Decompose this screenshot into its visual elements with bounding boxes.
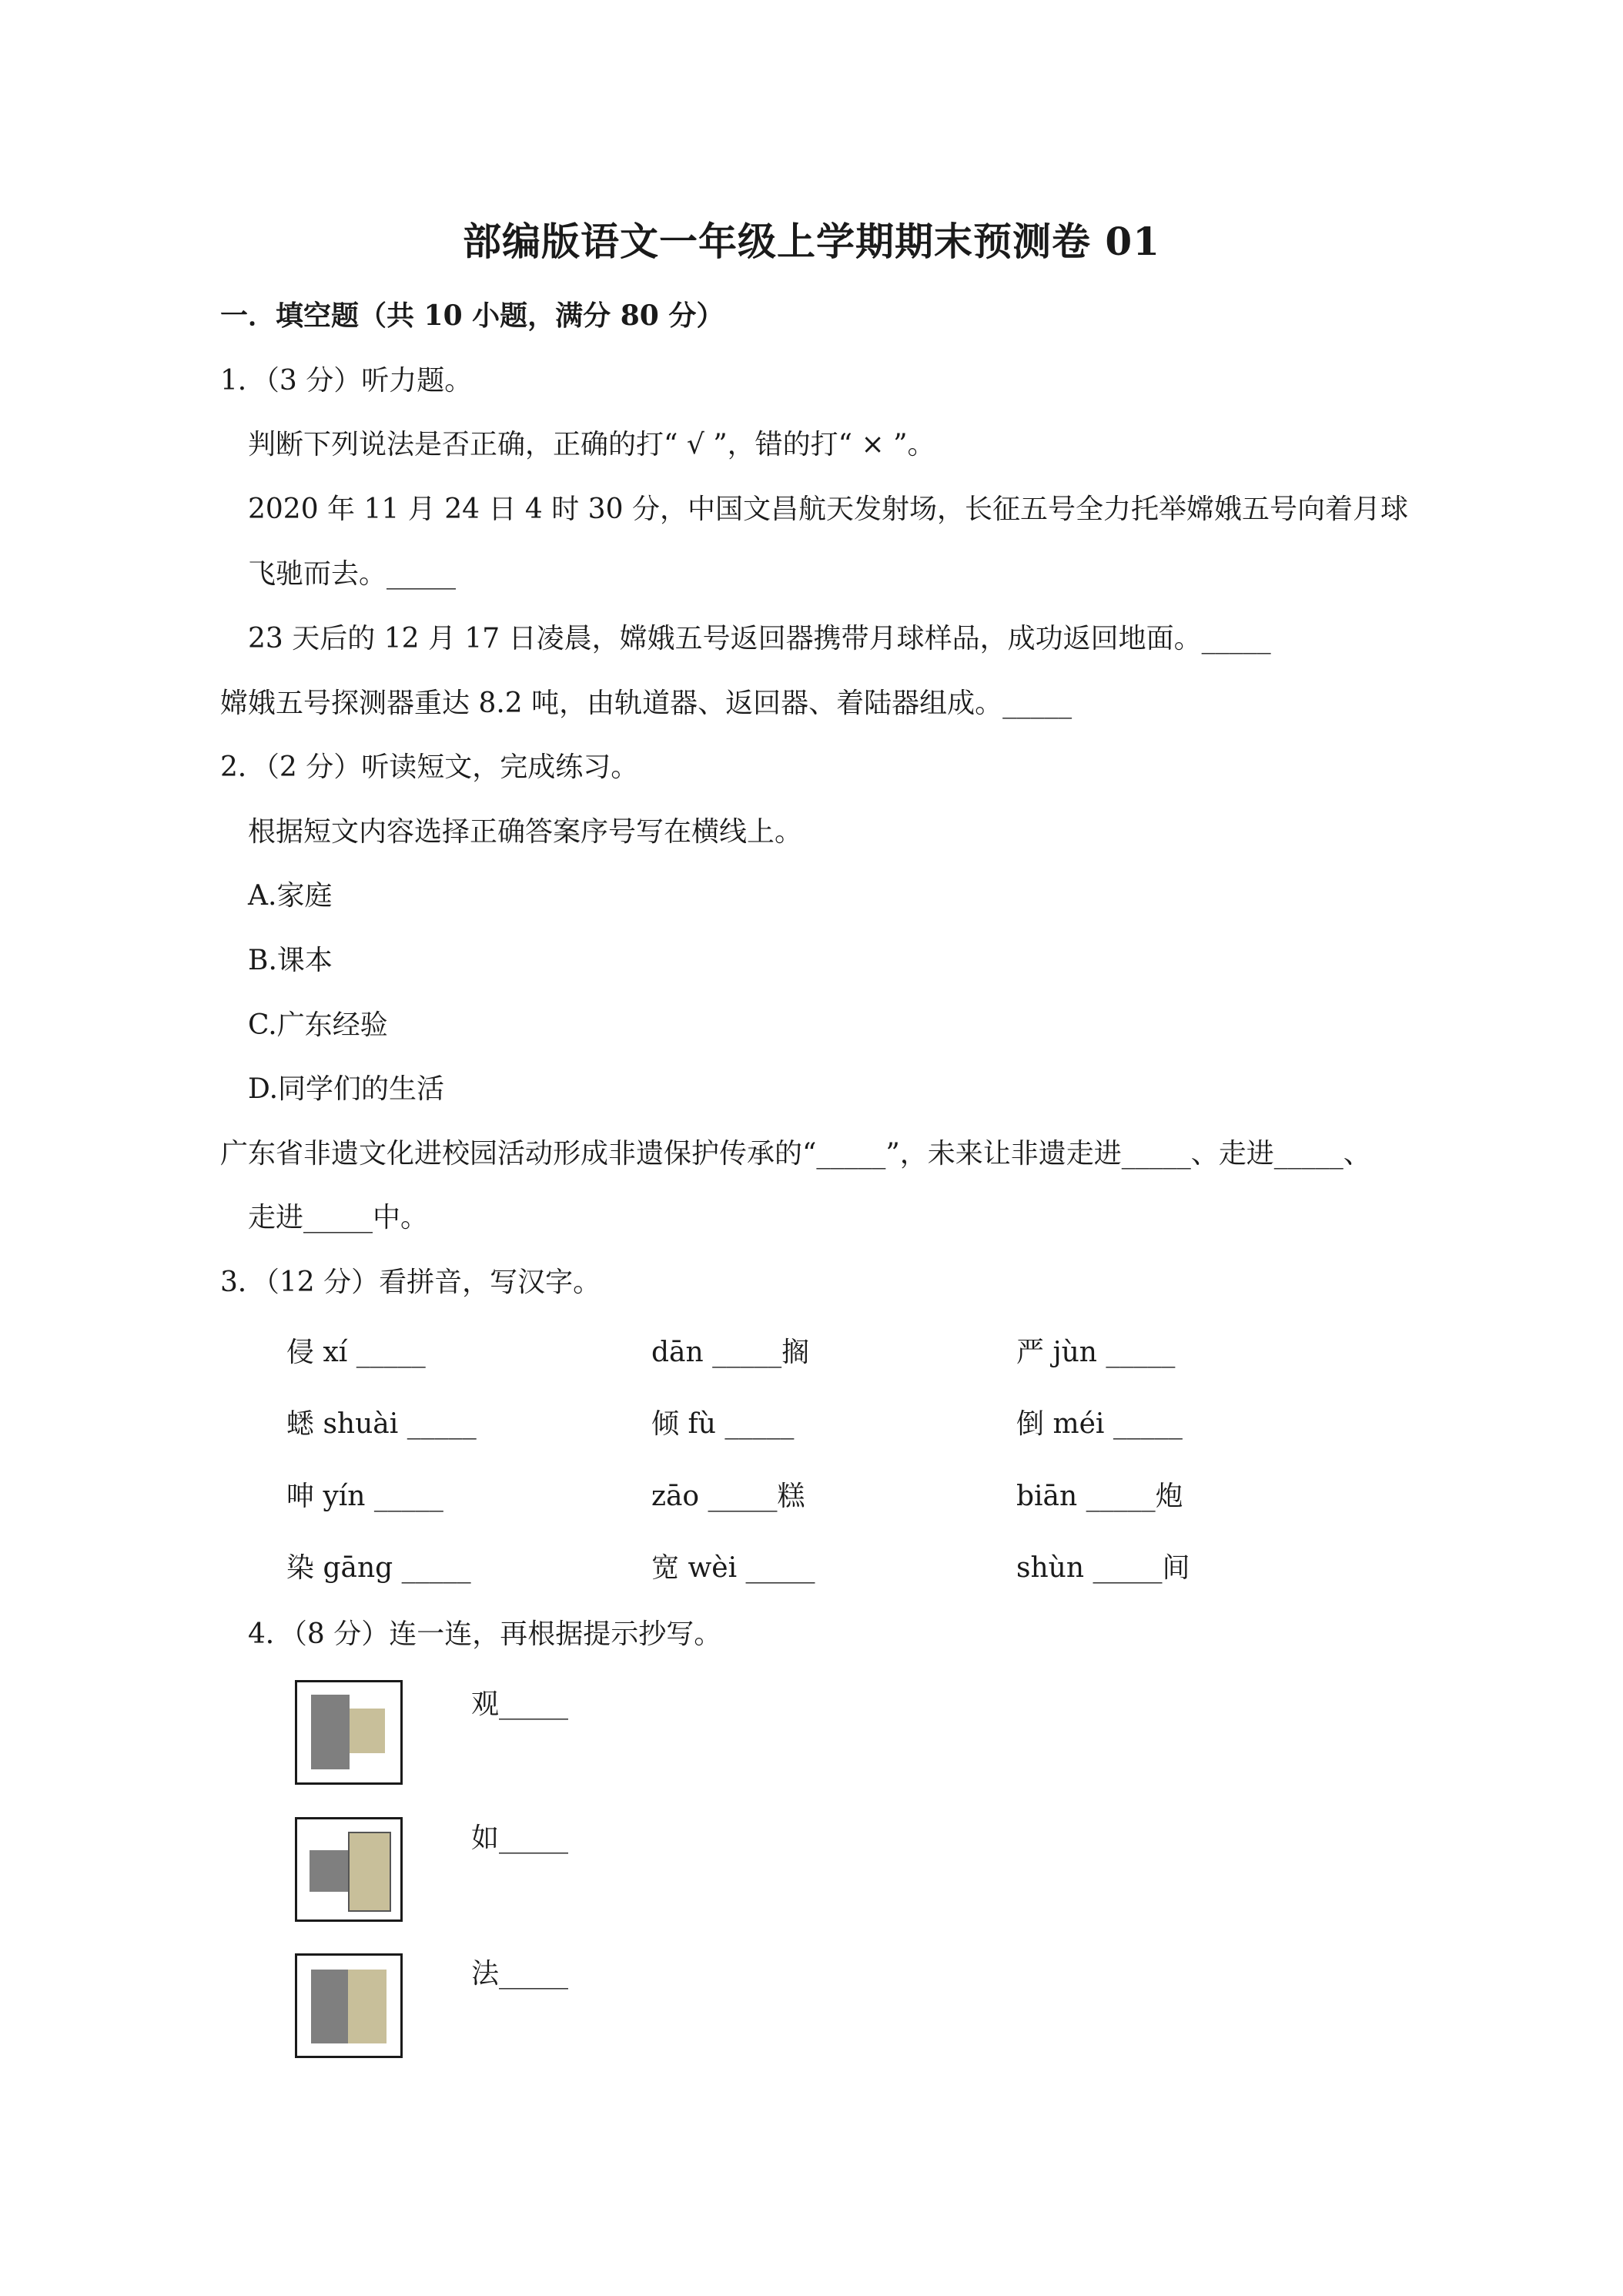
question-1-statement-1: 2020 年 11 月 24 日 4 时 30 分，中国文昌航天发射场，长征五号全力托举嫦娥五号向着月球: [248, 494, 1408, 525]
question-2-option-d: D.同学们的生活: [248, 1073, 445, 1105]
matching-image-2: [295, 1817, 403, 1922]
page-title: 部编版语文一年级上学期期末预测卷 01: [463, 219, 1160, 264]
pinyin-item: biān _____炮: [1016, 1481, 1183, 1512]
question-2-option-c: C.广东经验: [248, 1009, 388, 1041]
question-3-stem: 3．（12 分）看拼音，写汉字。: [220, 1267, 601, 1298]
matching-word-2: 如_____: [471, 1822, 569, 1854]
question-1-instruction: 判断下列说法是否正确，正确的打“ √ ”，错的打“ × ”。: [248, 429, 935, 460]
question-2-instruction: 根据短文内容选择正确答案序号写在横线上。: [248, 816, 803, 848]
question-2-option-a: A.家庭: [248, 880, 333, 912]
matching-image-3: [295, 1953, 403, 2058]
question-1-statement-2: 23 天后的 12 月 17 日凌晨，嫦娥五号返回器携带月球样品，成功返回地面。_____: [248, 623, 1271, 654]
question-2-fill-line: 广东省非遗文化进校园活动形成非遗保护传承的“_____”，未来让非遗走进_____、走进_____、: [220, 1138, 1371, 1170]
matching-word-1: 观_____: [471, 1689, 569, 1720]
question-1-statement-3: 嫦娥五号探测器重达 8.2 吨，由轨道器、返回器、着陆器组成。_____: [220, 688, 1073, 719]
pinyin-item: 呻 yín _____: [286, 1481, 443, 1512]
pinyin-item: 倒 méi _____: [1016, 1408, 1183, 1440]
question-2-option-b: B.课本: [248, 945, 333, 976]
pinyin-item: 侵 xí _____: [286, 1337, 426, 1368]
matching-image-1: [295, 1680, 403, 1785]
pinyin-item: 倾 fù _____: [651, 1408, 795, 1440]
question-1-statement-1-cont: 飞驰而去。_____: [248, 558, 457, 590]
pinyin-item: 严 jùn _____: [1016, 1337, 1176, 1368]
pinyin-item: zāo _____糕: [651, 1481, 805, 1512]
pinyin-item: 宽 wèi _____: [651, 1552, 815, 1584]
section-heading: 一．填空题（共 10 小题，满分 80 分）: [220, 300, 724, 332]
pinyin-item: dān _____搁: [651, 1337, 810, 1368]
question-4-stem: 4．（8 分）连一连，再根据提示抄写。: [248, 1618, 722, 1650]
question-1-stem: 1．（3 分）听力题。: [220, 365, 473, 397]
pinyin-item: 染 gāng _____: [286, 1552, 471, 1584]
matching-word-3: 法_____: [471, 1958, 569, 1990]
question-2-stem: 2．（2 分）听读短文，完成练习。: [220, 751, 639, 783]
pinyin-item: 蟋 shuài _____: [286, 1408, 477, 1440]
pinyin-item: shùn _____间: [1016, 1552, 1190, 1584]
question-2-fill-line-cont: 走进_____中。: [248, 1202, 429, 1233]
